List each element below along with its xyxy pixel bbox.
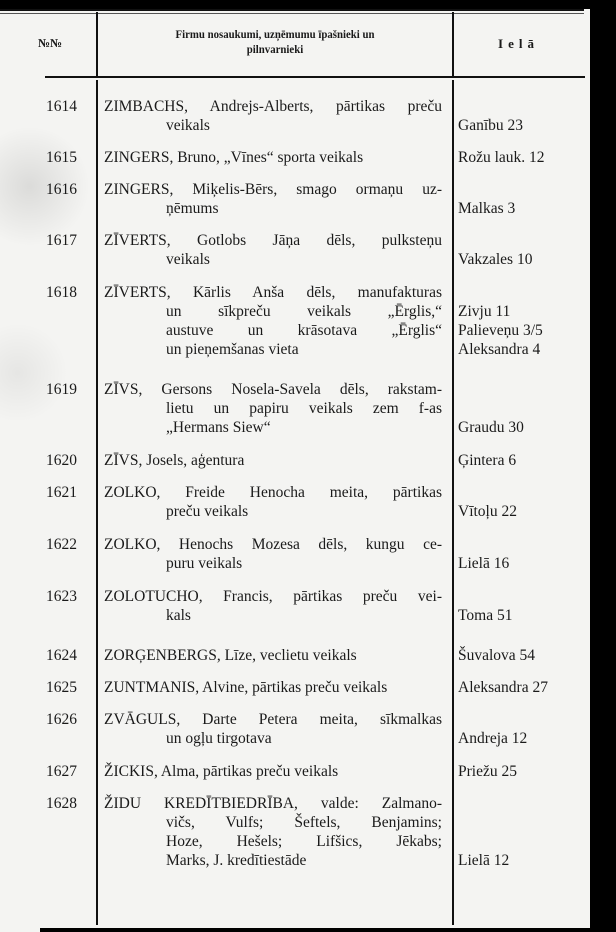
- entry-number: 1626: [46, 711, 77, 728]
- entry-name-line: ZOLKO, Henochs Mozesa dēls, kungu ce-: [104, 536, 442, 553]
- entry-continuation-line: kals: [166, 607, 191, 624]
- header-bottom-rule: [45, 76, 585, 78]
- entry-name-line: ŽIDU KREDĪTBIEDRĪBA, valde: Zalmano-: [104, 795, 442, 812]
- entry-number: 1618: [46, 284, 77, 301]
- entry-street: Šuvalova 54: [458, 647, 536, 664]
- entry-name-line: ZORĢENBERGS, Līze, veclietu veikals: [104, 647, 357, 664]
- entry-number: 1620: [46, 452, 77, 469]
- entry-number: 1615: [46, 149, 77, 166]
- entry-description: [104, 762, 442, 781]
- column-header-street: Ielā: [498, 36, 539, 51]
- entry-name-line: ZĪVS, Josels, aģentura: [104, 452, 245, 469]
- header-column-divider: [452, 12, 454, 77]
- entry-street: Graudu 30: [458, 419, 524, 436]
- entry-number: 1622: [46, 536, 77, 553]
- entry-continuation-line: un sīkpreču veikals „Ērglis,“: [166, 303, 442, 320]
- entry-number: 1614: [46, 98, 77, 115]
- entry-description: [104, 180, 442, 218]
- entry-continuation-line: vičs, Vulfs; Šeftels, Benjamins;: [166, 814, 442, 831]
- entry-continuation-line: un ogļu tirgotava: [166, 730, 272, 747]
- entry-street: Rožu lauk. 12: [458, 149, 545, 166]
- entry-continuation-line: puru veikals: [166, 555, 243, 572]
- entry-continuation-line: lietu un papiru veikals zem f-as: [166, 400, 442, 417]
- entry-street: Ganību 23: [458, 117, 524, 134]
- entry-description: [104, 148, 442, 167]
- entry-street: Toma 51: [458, 607, 513, 624]
- column-divider-number: [96, 80, 98, 925]
- entry-description: [104, 451, 442, 470]
- entry-continuation-line: veikals: [166, 251, 210, 268]
- entry-description: [104, 97, 442, 135]
- entry-name-line: ZINGERS, Bruno, „Vīnes“ sporta veikals: [104, 149, 364, 166]
- header-top-rule-thin: [0, 13, 584, 14]
- column-divider-street: [452, 80, 454, 925]
- entry-street: Andreja 12: [458, 730, 528, 747]
- entry-street: Vītoļu 22: [458, 503, 517, 520]
- entry-continuation-line: ņēmums: [166, 200, 219, 217]
- entry-number: 1628: [46, 795, 77, 812]
- entry-street: Ģintera 6: [458, 452, 517, 469]
- entry-street: Lielā 12: [458, 852, 510, 869]
- entry-name-line: ZIMBACHS, Andrejs-Alberts, pārtikas preču: [104, 98, 442, 115]
- entry-street: Priežu 25: [458, 763, 517, 780]
- entry-description: [104, 483, 442, 521]
- entry-description: [104, 794, 442, 870]
- entry-street: Palieveņu 3/5: [458, 322, 543, 339]
- entry-continuation-line: austuve un krāsotava „Ērglis“: [166, 322, 442, 339]
- entry-street: Zivju 11: [458, 303, 511, 320]
- entry-description: [104, 646, 442, 665]
- column-header-name-line1: Firmu nosaukumi, uzņēmumu īpašnieki un: [175, 27, 375, 41]
- entry-continuation-line: „Hermans Siew“: [166, 419, 271, 436]
- entry-number: 1625: [46, 679, 77, 696]
- entry-description: [104, 587, 442, 625]
- entry-number: 1617: [46, 232, 77, 249]
- entry-description: [104, 380, 442, 437]
- entry-street: Lielā 16: [458, 555, 510, 572]
- entry-name-line: ZĪVERTS, Kārlis Anša dēls, manufakturas: [104, 284, 442, 301]
- entry-number: 1619: [46, 381, 77, 398]
- entry-number: 1624: [46, 647, 77, 664]
- entry-continuation-line: Marks, J. kredītiestāde: [166, 852, 307, 869]
- entry-name-line: ŽICKIS, Alma, pārtikas preču veikals: [104, 763, 339, 780]
- entry-name-line: ZVĀGULS, Darte Petera meita, sīkmalkas: [104, 711, 442, 728]
- entry-name-line: ZOLKO, Freide Henocha meita, pārtikas: [104, 484, 442, 501]
- entry-continuation-line: preču veikals: [166, 503, 249, 520]
- entry-description: [104, 710, 442, 748]
- entry-name-line: ZĪVERTS, Gotlobs Jāņa dēls, pulksteņu: [104, 232, 442, 249]
- entry-street: Malkas 3: [458, 200, 516, 217]
- header-top-rule: [0, 9, 584, 11]
- entry-continuation-line: Hoze, Hešels; Lifšics, Jēkabs;: [166, 833, 442, 850]
- table-bottom-rule: [40, 928, 590, 932]
- entry-number: 1627: [46, 763, 77, 780]
- entry-description: [104, 283, 442, 359]
- entry-number: 1621: [46, 484, 77, 501]
- entry-number: 1616: [46, 181, 77, 198]
- entry-description: [104, 535, 442, 573]
- entry-street: Aleksandra 27: [458, 679, 548, 696]
- entry-street: Aleksandra 4: [458, 341, 541, 358]
- entry-description: [104, 678, 442, 697]
- entry-name-line: ZINGERS, Miķelis-Bērs, smago ormaņu uz-: [104, 181, 442, 198]
- entry-continuation-line: un pieņemšanas vieta: [166, 341, 299, 358]
- scan-border-top: [0, 0, 616, 9]
- column-header-name-line2: pilnvarnieki: [246, 42, 304, 56]
- entry-name-line: ZUNTMANIS, Alvine, pārtikas preču veikals: [104, 679, 388, 696]
- entry-number: 1623: [46, 588, 77, 605]
- entry-description: [104, 231, 442, 269]
- entry-name-line: ZĪVS, Gersons Nosela-Savela dēls, rakstam-: [104, 381, 442, 398]
- entry-continuation-line: veikals: [166, 117, 210, 134]
- column-header-number: №№: [38, 36, 63, 50]
- entry-name-line: ZOLOTUCHO, Francis, pārtikas preču vei-: [104, 588, 442, 605]
- header-column-divider: [96, 12, 98, 77]
- column-header-name: [118, 27, 433, 57]
- entry-street: Vakzales 10: [458, 251, 533, 268]
